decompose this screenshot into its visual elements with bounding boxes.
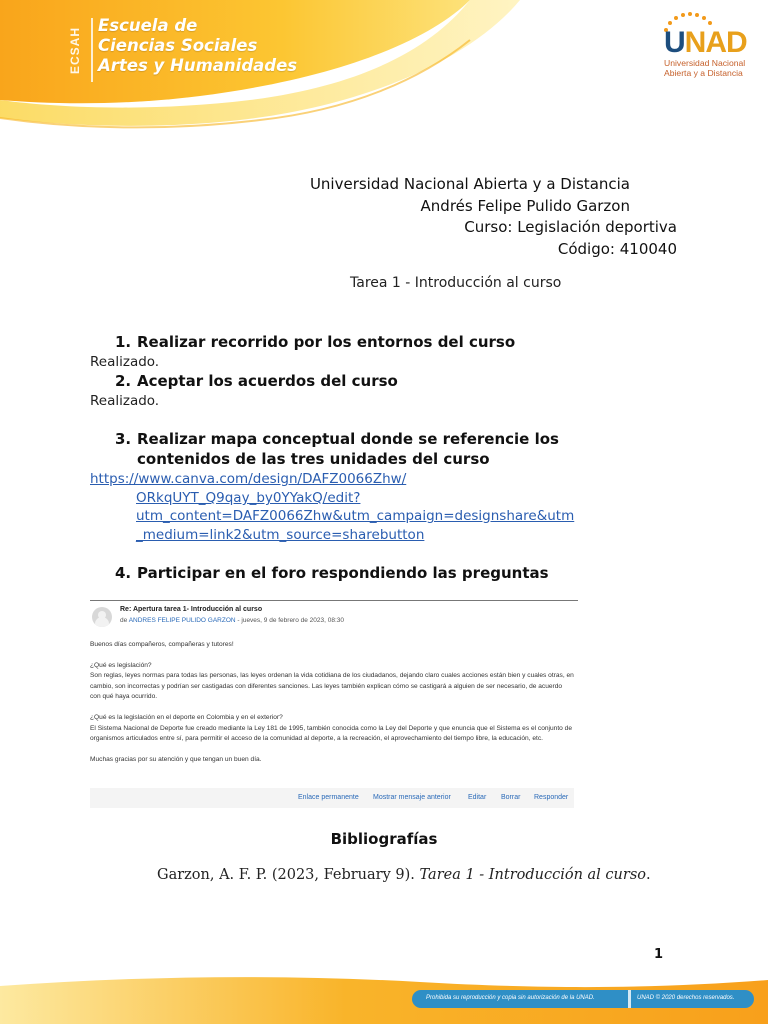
post-answer-2: El Sistema Nacional de Deporte fue creado mediante la Ley 181 de 1995, también conocida como la Ley del Deporte y que enuncia que el Sistema es el conjunto de organismos articulados entre sí, para permitir el acceso de la comunidad al deporte, a la recreación, el aprovechamiento del tiempo libre, la educación, etc. [90,724,573,743]
task-title: Tarea 1 - Introducción al curso [350,275,562,291]
delete-link[interactable]: Borrar [501,794,521,801]
forum-post-screenshot [90,600,578,810]
footer-copyright: UNAD © 2020 derechos reservados. [637,995,735,1001]
school-name [98,16,297,76]
school-name-line: Artes y Humanidades [98,56,298,75]
section-heading-2: 2. Aceptar los acuerdos del curso [115,372,398,390]
footer-copy-notice: Prohibida su reproducción y copia sin autorización de la UNAD. [426,995,595,1001]
ecsah-acronym: ECSAH [68,26,82,74]
course-name: Curso: Legislación deportiva [464,218,677,236]
post-actions-bar [90,788,574,808]
logo-divider [91,18,93,82]
university-name: Universidad Nacional Abierta y a Distancia [309,175,630,193]
unad-subtitle: Universidad Nacional Abierta y a Distancia [664,58,746,78]
section-heading-1: 1. Realizar recorrido por los entornos del curso [115,333,516,351]
bibliography-entry: Garzon, A. F. P. (2023, February 9). Tarea 1 - Introducción al curso. [157,867,651,883]
post-greeting: Buenos días compañeros, compañeras y tutores! [90,641,234,648]
divider [90,600,578,601]
post-question-1: ¿Qué es legislación? [90,661,152,669]
edit-link[interactable]: Editar [468,794,487,801]
header-banner [0,0,768,140]
page-number: 1 [654,947,664,962]
post-closing: Muchas gracias por su atención y que tengan un buen día. [90,755,262,763]
section-heading-3-cont: contenidos de las tres unidades del curso [137,450,490,468]
canva-link[interactable]: _medium=link2&utm_source=sharebutton [136,527,425,543]
post-answer-1: Son reglas, leyes normas para todas las personas, las leyes ordenan la vida cotidiana de los ciudadanos, dejando claro cuales acciones están bien y cuales otras, en cambio, son incorrectas y podrían ser castigadas con diferentes sanciones. Las leyes también explican cómo se castigará a alguien de ser necesario, de acuerdo con qué haya ocurrido. [90,672,574,701]
student-name: Andrés Felipe Pulido Garzon [420,196,630,215]
course-code: Código: 410040 [557,239,677,258]
canva-link[interactable]: utm_content=DAFZ0066Zhw&utm_campaign=designshare&utm [136,508,575,524]
cover-title-block [100,174,677,260]
school-name-line: Escuela de [98,16,198,35]
permalink-link[interactable]: Enlace permanente [298,794,359,801]
canva-link[interactable]: https://www.canva.com/design/DAFZ0066Zhw/ [90,471,407,487]
section-heading-3: 3. Realizar mapa conceptual donde se referencie los [115,430,559,448]
post-author-link[interactable]: ANDRES FELIPE PULIDO GARZON [128,617,236,624]
unad-wordmark: UNAD [664,26,747,59]
post-question-2: ¿Qué es la legislación en el deporte en Colombia y en el exterior? [90,713,283,721]
canva-link[interactable]: ORkqUYT_Q9qay_by0YYakQ/edit? [136,490,361,506]
section-note-2: Realizado. [90,393,160,409]
section-heading-4: 4. Participar en el foro respondiendo las preguntas [115,564,549,582]
section-note-1: Realizado. [90,354,160,370]
post-body [90,640,574,775]
post-meta: de ANDRES FELIPE PULIDO GARZON - jueves, 9 de febrero de 2023, 08:30 [120,617,345,624]
show-parent-link[interactable]: Mostrar mensaje anterior [373,794,451,801]
post-title: Re: Apertura tarea 1- Introducción al curso [120,606,263,613]
footer-banner [0,972,768,1024]
reply-link[interactable]: Responder [534,794,569,801]
bibliography-heading: Bibliografías [330,830,438,848]
avatar [92,607,112,627]
unad-logo [656,16,746,86]
school-name-line: Ciencias Sociales [98,36,258,55]
